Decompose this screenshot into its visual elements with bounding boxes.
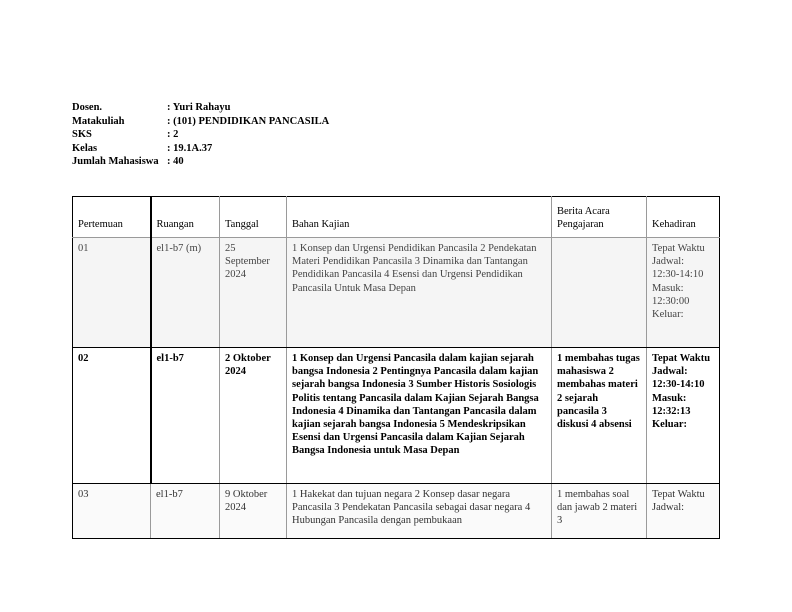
- col-header-tanggal: Tanggal: [220, 197, 287, 238]
- matakuliah-label: Matakuliah: [72, 115, 125, 127]
- cell-tanggal: 25 September 2024: [220, 238, 287, 348]
- cell-ruangan: el1-b7: [151, 348, 220, 484]
- col-header-ruangan: Ruangan: [151, 197, 220, 238]
- table-row: [73, 484, 720, 539]
- cell-bahan: 1 Hakekat dan tujuan negara 2 Konsep dasar negara Pancasila 3 Pendekatan Pancasila sebagai dasar negara 4 Hubungan Pancasila dengan pembukaan: [287, 484, 552, 539]
- kelas-value: : 19.1A.37: [167, 142, 213, 154]
- cell-kehadiran: Tepat Waktu Jadwal:: [647, 484, 720, 539]
- cell-pertemuan: 01: [73, 238, 151, 348]
- table-row: [73, 238, 720, 348]
- dosen-label: Dosen.: [72, 102, 103, 113]
- course-info: [72, 101, 329, 169]
- table-header-row: [73, 197, 720, 238]
- sks-label: SKS: [72, 129, 92, 140]
- kelas-label: Kelas: [72, 142, 98, 154]
- meeting-table: [72, 196, 720, 539]
- col-header-kehadiran: Kehadiran: [647, 197, 720, 238]
- sks-value: : 2: [167, 129, 179, 140]
- info-dosen: [72, 101, 329, 115]
- dosen-value: : Yuri Rahayu: [167, 102, 231, 113]
- col-header-bahan: Bahan Kajian: [287, 197, 552, 238]
- cell-ruangan: el1-b7 (m): [151, 238, 220, 348]
- cell-tanggal: 9 Oktober 2024: [220, 484, 287, 539]
- cell-bahan: 1 Konsep dan Urgensi Pendidikan Pancasila 2 Pendekatan Materi Pendidikan Pancasila 3 Dinamika dan Tantangan Pendidikan Pancasila 4 Esensi dan Urgensi Pendidikan Pancasila Untuk Masa Depan: [287, 238, 552, 348]
- jumlah-label: Jumlah Mahasiswa: [72, 156, 159, 167]
- cell-kehadiran: Tepat Waktu Jadwal: 12:30-14:10 Masuk: 12:30:00 Keluar:: [647, 238, 720, 348]
- info-sks: [72, 128, 329, 142]
- cell-tanggal: 2 Oktober 2024: [220, 348, 287, 484]
- cell-berita: [552, 238, 647, 348]
- table-row: [73, 348, 720, 484]
- col-header-pertemuan: Pertemuan: [73, 197, 151, 238]
- info-kelas: [72, 142, 329, 156]
- cell-ruangan: el1-b7: [151, 484, 220, 539]
- jumlah-value: : 40: [167, 156, 184, 167]
- cell-berita: 1 membahas soal dan jawab 2 materi 3: [552, 484, 647, 539]
- cell-bahan: 1 Konsep dan Urgensi Pancasila dalam kajian sejarah bangsa Indonesia 2 Pentingnya Pancasila dalam kajian sejarah bangsa Indonesia 3 Sumber Historis Sosiologis Politis tentang Pancasila dalam Kajian Sejarah Bangsa Indonesia 4 Dinamika dan Tantangan Pancasila dalam kajian sejarah bangsa Indonesia 5 Mendeskripsikan Esensi dan Urgensi Pancasila dalam Kajian Sejarah Bangsa Indonesia untuk Masa Depan: [287, 348, 552, 484]
- cell-berita: 1 membahas tugas mahasiswa 2 membahas materi 2 sejarah pancasila 3 diskusi 4 absensi: [552, 348, 647, 484]
- col-header-berita: Berita Acara Pengajaran: [552, 197, 647, 238]
- cell-kehadiran: Tepat Waktu Jadwal: 12:30-14:10 Masuk: 12:32:13 Keluar:: [647, 348, 720, 484]
- info-jumlah: [72, 155, 329, 169]
- matakuliah-value: : (101) PENDIDIKAN PANCASILA: [167, 115, 330, 127]
- info-matakuliah: [72, 115, 329, 129]
- cell-pertemuan: 03: [73, 484, 151, 539]
- cell-pertemuan: 02: [73, 348, 151, 484]
